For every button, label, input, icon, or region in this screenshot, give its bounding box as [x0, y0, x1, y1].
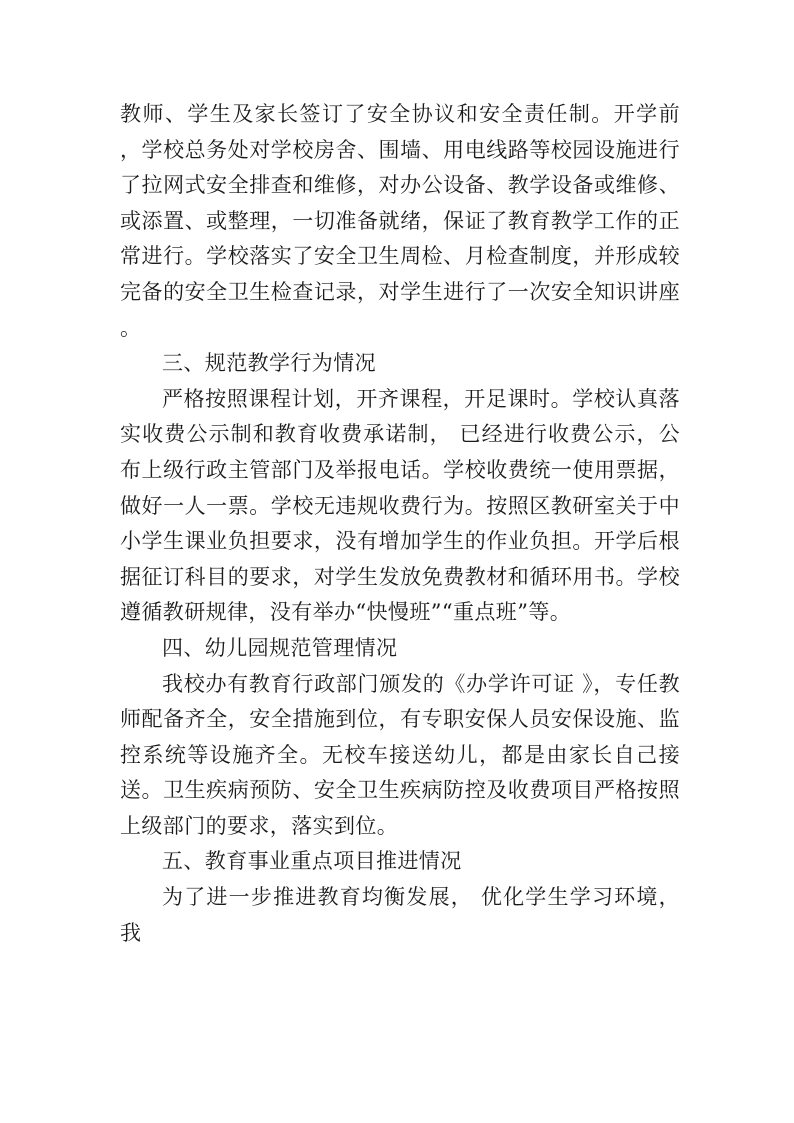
paragraph-kindergarten: 我校办有教育行政部门颁发的《办学许可证 》，专任教师配备齐全，安全措施到位，有专职安保人员安保设施、监控系统等设施齐全。无校车接送幼儿，都是由家长自己接送。卫生疾病预防、安全卫生疾病防控及收费项目严格按照上级部门的要求，落实到位。 [120, 671, 680, 838]
section-heading-key-projects: 五、教育事业重点项目推进情况 [162, 849, 462, 874]
section-heading-kindergarten: 四、幼儿园规范管理情况 [162, 635, 398, 660]
paragraph-key-projects: 为了进一步推进教育均衡发展， 优化学生学习环境，我 [120, 885, 680, 945]
paragraph-safety-measures: 教师、学生及家长签订了安全协议和安全责任制。开学前 ，学校总务处对学校房舍、围墙、用电线路等校园设施进行了拉网式安全排查和维修，对办公设备、教学设备或维修、或添置、或整理，一切准备就绪，保证了教育教学工作的正常进行。学校落实了安全卫生周检、月检查制度，并形成较完备的安全卫生检查记录，对学生进行了一次安全知识讲座 。 [120, 102, 680, 340]
paragraph-teaching-conduct: 严格按照课程计划，开齐课程，开足课时。学校认真落实收费公示制和教育收费承诺制， 已经进行收费公示，公布上级行政主管部门及举报电话。学校收费统一使用票据，做好一人一票。学校无违规收费行为。按照区教研室关于中小学生课业负担要求，没有增加学生的作业负担。开学后根据征订科目的要求，对学生发放免费教材和循环用书。学校遵循教研规律，没有举办“快慢班”“重点班”等。 [120, 386, 680, 625]
section-heading-teaching-conduct: 三、规范教学行为情况 [162, 351, 376, 376]
document-body [120, 97, 680, 951]
